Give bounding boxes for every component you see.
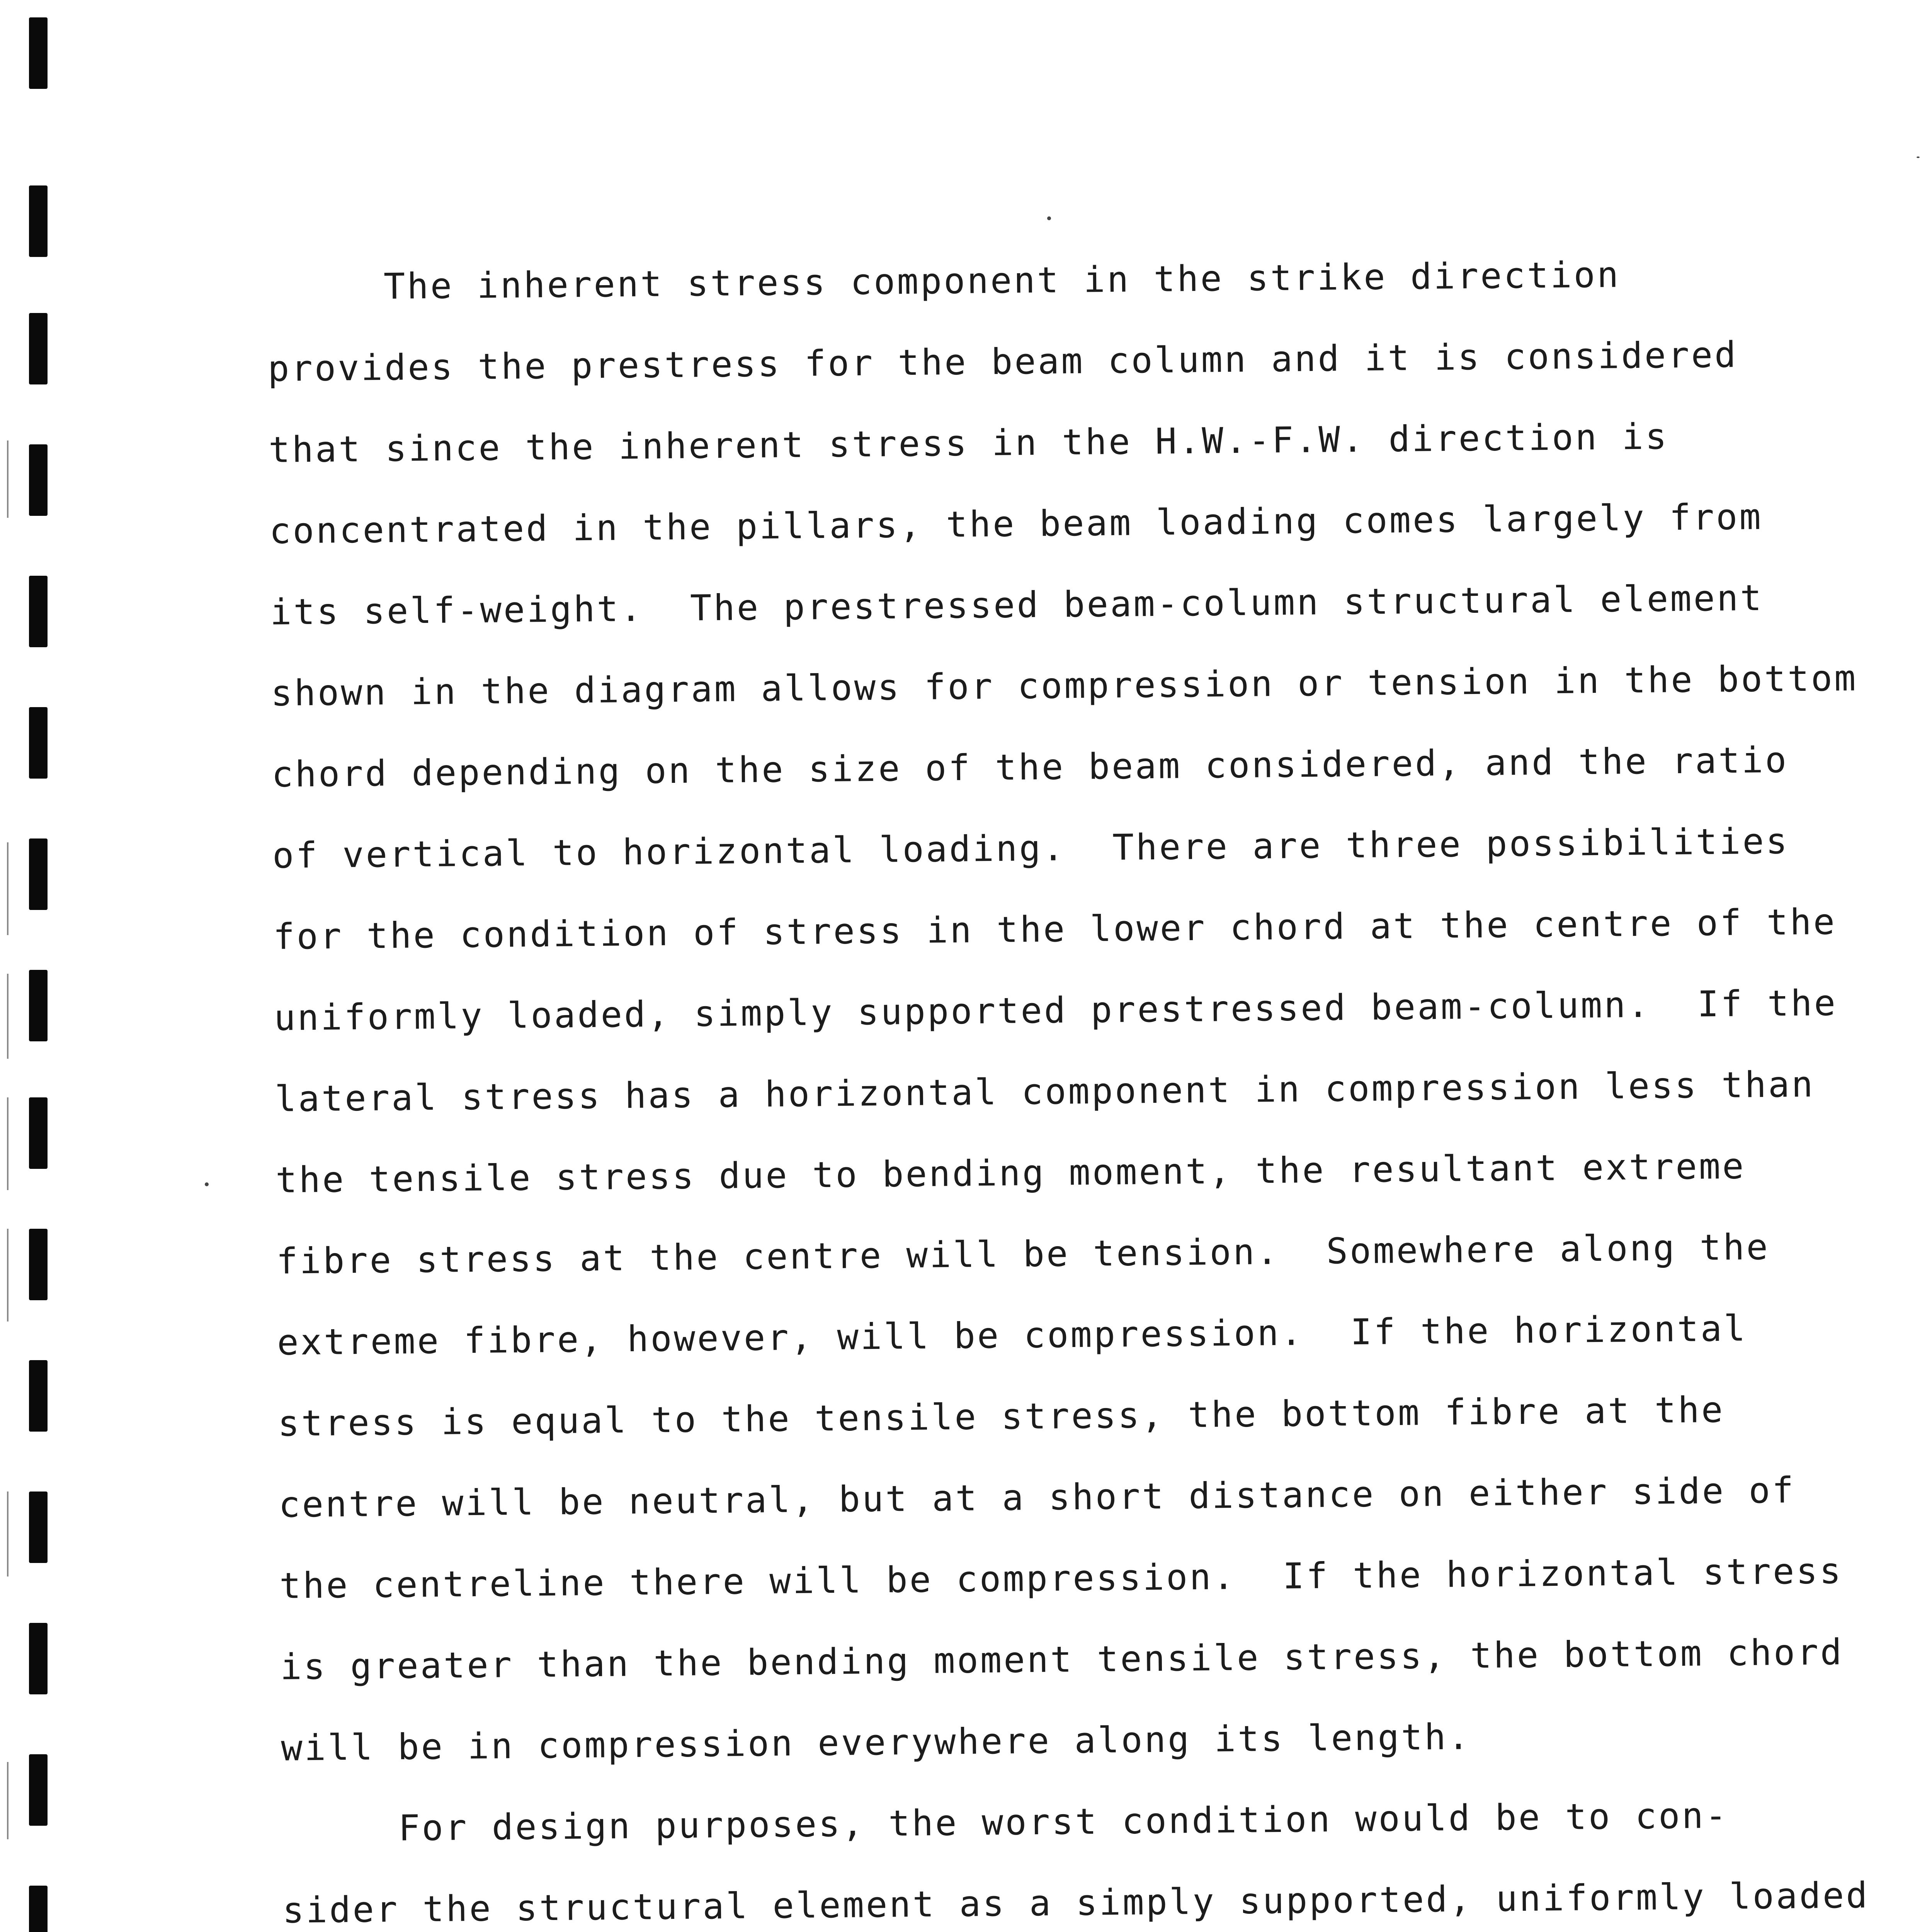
text-line: stress is equal to the tensile stress, the bottom fibre at the: [277, 1389, 1725, 1444]
text-line: lateral stress has a horizontal component in compression less than: [274, 1063, 1815, 1120]
text-line: The inherent stress component in the strike direction: [267, 254, 1621, 308]
text-line: that since the inherent stress in the H.W.-F.W. direction is: [268, 416, 1669, 471]
text-line: for the condition of stress in the lower chord at the centre of the: [273, 901, 1837, 957]
text-line: extreme fibre, however, will be compression. If the horizontal: [277, 1308, 1748, 1363]
binder-punch-mark: [29, 576, 48, 647]
binder-punch-mark: [29, 313, 48, 384]
binder-punch-mark: [29, 1754, 48, 1826]
text-line: sider the structural element as a simply supported, uniformly loaded: [282, 1874, 1870, 1931]
body-text: [267, 233, 1870, 1932]
binder-punch-mark: [29, 1623, 48, 1694]
binder-punch-mark: [29, 444, 48, 516]
text-line: provides the prestress for the beam column and it is considered: [267, 334, 1738, 389]
scan-dust: [1917, 156, 1920, 158]
binder-punch-mark: [29, 1360, 48, 1432]
scan-edge-mark: [7, 1762, 9, 1839]
text-line: its self-weight. The prestressed beam-column structural element: [270, 577, 1764, 633]
binder-punch-mark: [29, 707, 48, 779]
text-line: the centreline there will be compression. If the horizontal stress: [279, 1550, 1843, 1607]
text-line: concentrated in the pillars, the beam loading comes largely from: [269, 496, 1763, 552]
scan-dust: [1047, 216, 1051, 220]
binder-punch-mark: [29, 185, 48, 257]
scan-edge-mark: [7, 974, 9, 1059]
binder-punch-mark: [29, 1229, 48, 1300]
text-line: the tensile stress due to bending moment, the resultant extreme: [275, 1145, 1746, 1201]
binder-punch-mark: [29, 1492, 48, 1563]
binder-punch-mark: [29, 1097, 48, 1169]
binder-punch-mark: [29, 17, 48, 89]
text-line: uniformly loaded, simply supported prestressed beam-column. If the: [274, 982, 1838, 1039]
text-line: will be in compression everywhere along its length.: [281, 1716, 1471, 1769]
text-line: is greater than the bending moment tensile stress, the bottom chord: [280, 1631, 1844, 1688]
text-line: For design purposes, the worst condition would be to con-: [281, 1794, 1729, 1850]
paragraph-2: [281, 1775, 1870, 1932]
binder-punch-mark: [29, 970, 48, 1041]
scan-edge-mark: [7, 440, 9, 518]
text-line: fibre stress at the centre will be tension. Somewhere along the: [276, 1226, 1770, 1282]
text-line: chord depending on the size of the beam considered, and the ratio: [271, 739, 1789, 795]
text-line: centre will be neutral, but at a short distance on either side of: [278, 1469, 1796, 1526]
binder-punch-strip: [29, 0, 52, 1932]
scan-edge-mark: [7, 842, 9, 935]
text-line: shown in the diagram allows for compression or tension in the bottom: [270, 657, 1858, 714]
scan-edge-mark: [7, 1229, 9, 1321]
paragraph-1: [267, 233, 1858, 1789]
scan-edge-mark: [7, 1492, 9, 1577]
scan-edge-mark: [7, 1097, 9, 1190]
scan-dust: [205, 1182, 209, 1186]
text-line: of vertical to horizontal loading. There are three possibilities: [272, 820, 1789, 876]
binder-punch-mark: [29, 1886, 48, 1932]
binder-punch-mark: [29, 838, 48, 910]
